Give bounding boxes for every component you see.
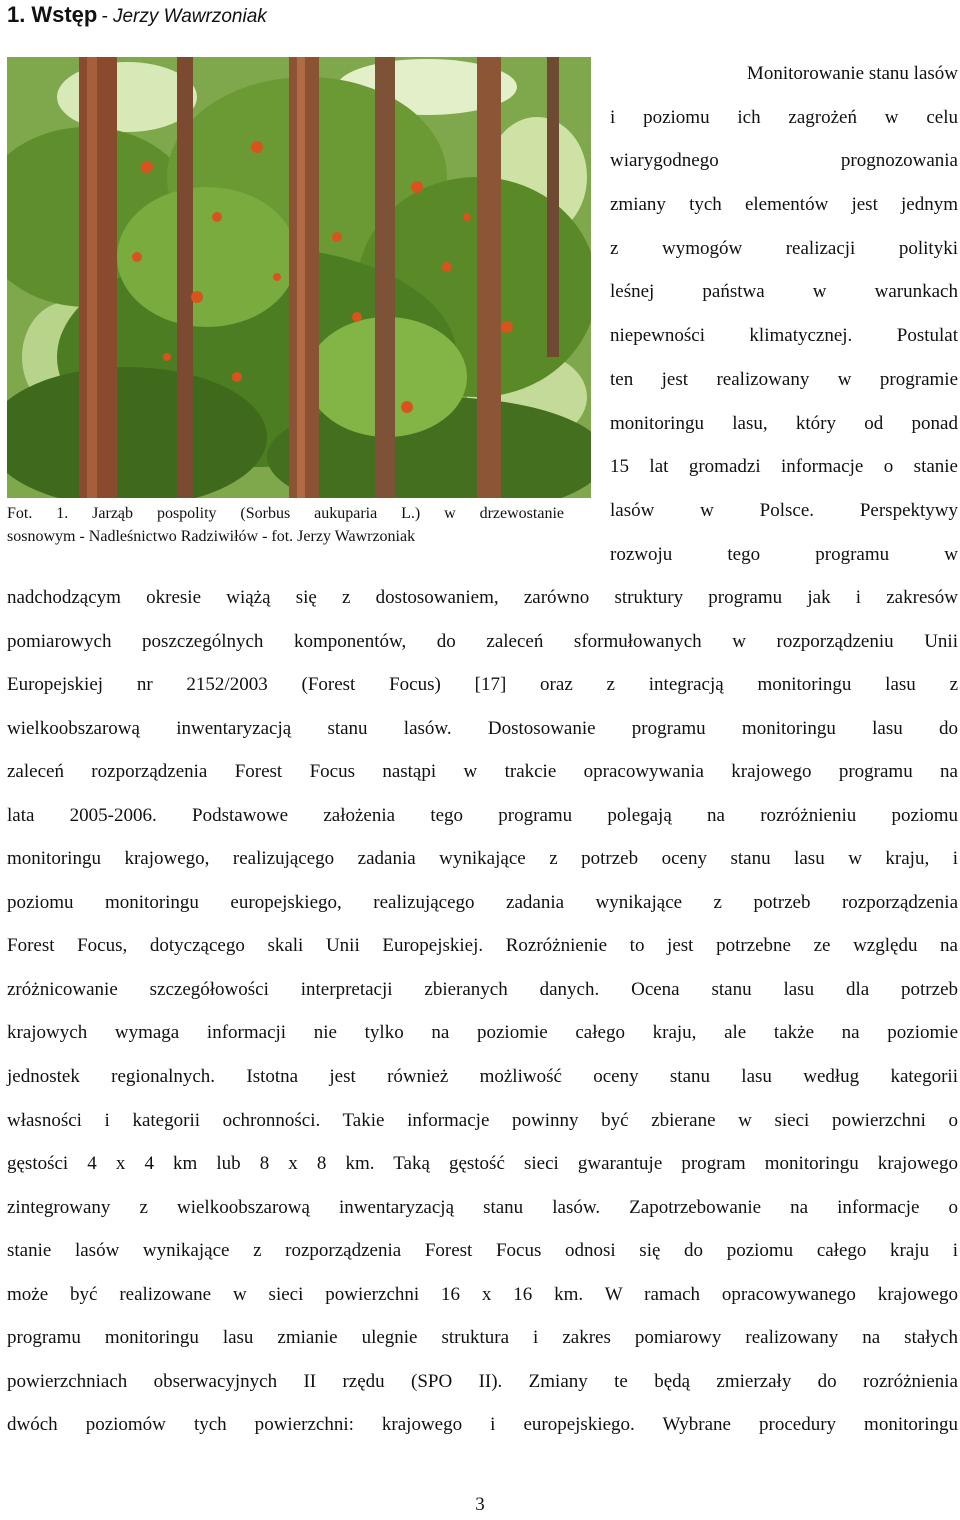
text-line: lasów w Polsce. Perspektywy [610,499,958,521]
text-line: zróżnicowanie szczegółowości interpretacji zbieranych danych. Ocena stanu lasu dla potrzeb [7,978,958,1000]
text-line: krajowych wymaga informacji nie tylko na poziomie całego kraju, ale także na poziomie [7,1022,958,1044]
text-line: może być realizowane w sieci powierzchni 16 x 16 km. W ramach opracowywanego krajowego [7,1283,958,1305]
text-line: dwóch poziomów tych powierzchni: krajowego i europejskiego. Wybrane procedury monitoringu [7,1414,958,1436]
text-line: Europejskiej nr 2152/2003 (Forest Focus) [17] oraz z integracją monitoringu lasu z [7,674,958,696]
text-line: powierzchniach obserwacyjnych II rzędu (SPO II). Zmiany te będą zmierzały do rozróżnienia [7,1370,958,1392]
text-line: leśnej państwa w warunkach [610,281,958,303]
text-line: ten jest realizowany w programie [610,368,958,390]
text-line: jednostek regionalnych. Istotna jest również możliwość oceny stanu lasu według kategorii [7,1066,958,1088]
caption-line: Fot. 1. Jarząb pospolity (Sorbus aukuparia L.) w drzewostanie [7,505,564,522]
text-line: niepewności klimatycznej. Postulat [610,325,958,347]
section-title: Wstęp [31,2,98,27]
text-line: wielkoobszarową inwentaryzacją stanu lasów. Dostosowanie programu monitoringu lasu do [7,717,958,739]
text-line: rozwoju tego programu w [610,543,958,565]
text-line: własności i kategorii ochronności. Takie informacje powinny być zbierane w sieci powierzchni o [7,1109,958,1131]
text-line: Monitorowanie stanu lasów [746,63,958,84]
text-line: wiarygodnego prognozowania [610,150,958,172]
text-line: pomiarowych poszczególnych komponentów, do zaleceń sformułowanych w rozporządzeniu Unii [7,630,958,652]
text-line: zmiany tych elementów jest jednym [610,194,958,216]
paragraph-full-width [7,576,958,1447]
text-line: monitoringu krajowego, realizującego zadania wynikające z potrzeb oceny stanu lasu w kraju, i [7,848,958,870]
forest-photo [7,57,591,498]
section-number: 1. [7,2,26,27]
text-line: programu monitoringu lasu zmianie ulegnie struktura i zakres pomiarowy realizowany na stałych [7,1327,958,1349]
paragraph-right-column [610,52,958,576]
text-line: stanie lasów wynikające z rozporządzenia Forest Focus odnosi się do poziomu całego kraju i [7,1240,958,1262]
caption-line: sosnowym - Nadleśnictwo Radziwiłów - fot. Jerzy Wawrzoniak [7,528,416,545]
text-line: Forest Focus, dotyczącego skali Unii Europejskiej. Rozróżnienie to jest potrzebne ze względu na [7,935,958,957]
text-line: zaleceń rozporządzenia Forest Focus nastąpi w trakcie opracowywania krajowego programu na [7,761,958,783]
text-line: nadchodzącym okresie wiążą się z dostosowaniem, zarówno struktury programu jak i zakresów [7,587,958,608]
text-line: z wymogów realizacji polityki [610,237,958,259]
text-line: zintegrowany z wielkoobszarową inwentaryzacją stanu lasów. Zapotrzebowanie na informacje o [7,1196,958,1218]
forest-photo-illustration [7,57,591,498]
section-heading [7,0,267,30]
photo-caption [7,502,564,548]
section-author: - Jerzy Wawrzoniak [101,6,267,27]
text-line: lata 2005-2006. Podstawowe założenia tego programu polegają na rozróżnieniu poziomu [7,804,958,826]
text-line: i poziomu ich zagrożeń w celu [610,106,958,128]
text-line: monitoringu lasu, który od ponad [610,412,958,434]
text-line: gęstości 4 x 4 km lub 8 x 8 km. Taką gęstość sieci gwarantuje program monitoringu krajowego [7,1153,958,1175]
text-line: poziomu monitoringu europejskiego, realizującego zadania wynikające z potrzeb rozporządzenia [7,891,958,913]
page-number: 3 [475,1494,485,1515]
text-line: 15 lat gromadzi informacje o stanie [610,456,958,478]
